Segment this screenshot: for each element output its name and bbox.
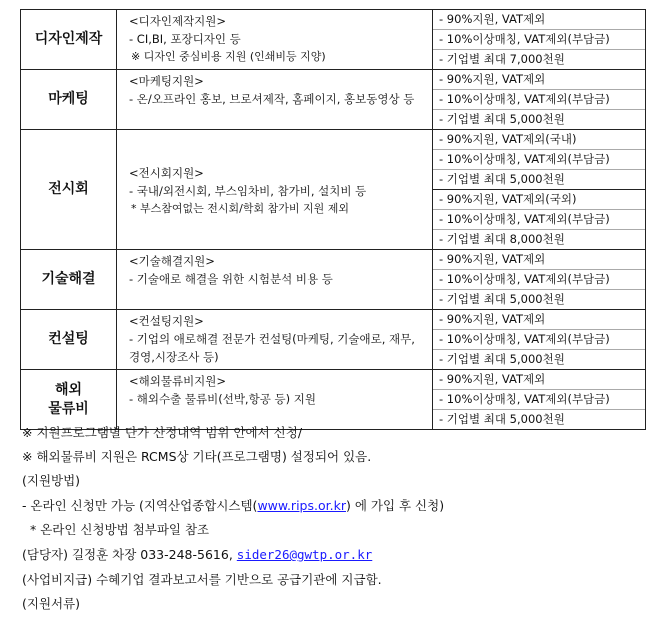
- method-online-line: [22, 496, 444, 516]
- desc-heading: <디자인제작지원>: [129, 14, 227, 28]
- desc-line: - 기업의 애로해결 전문가 컨설팅(마케팅, 기술애로, 재무, 경영,시장조사 등): [129, 332, 415, 364]
- category-line: 물류비: [48, 400, 89, 417]
- support-table: [20, 9, 646, 430]
- condition-line: - 90%지원, VAT제외: [439, 312, 546, 326]
- condition-line: - 기업별 최대 5,000천원: [433, 409, 645, 429]
- payment-line: (사업비지급) 수혜기업 결과보고서를 기반으로 공급기관에 지급함.: [22, 572, 382, 587]
- category-line: 해외: [54, 381, 83, 398]
- category-cell: 컨설팅: [21, 310, 117, 370]
- desc-line: - 온/오프라인 홍보, 브로셔제작, 홈페이지, 홍보동영상 등: [129, 92, 415, 106]
- description-cell: [117, 10, 433, 70]
- table-row-tech: [21, 250, 646, 310]
- table-row-consulting: [21, 310, 646, 370]
- condition-line: - 기업별 최대 5,000천원: [433, 109, 645, 129]
- condition-line: - 90%지원, VAT제외: [439, 252, 546, 266]
- condition-cell: [433, 370, 646, 430]
- condition-line: - 10%이상매칭, VAT제외(부담금): [433, 209, 645, 229]
- condition-line: - 90%지원, VAT제외: [439, 72, 546, 86]
- table-row-logistics: [21, 370, 646, 430]
- rips-link[interactable]: www.rips.or.kr: [257, 498, 346, 513]
- desc-heading: <마케팅지원>: [129, 74, 204, 88]
- category-cell: 디자인제작: [21, 10, 117, 70]
- desc-line: - 국내/외전시회, 부스임차비, 참가비, 설치비 등: [129, 183, 367, 198]
- desc-line: - CI,BI, 포장디자인 등: [129, 32, 241, 46]
- category-cell: 전시회: [21, 130, 117, 250]
- contact-line: [22, 545, 372, 565]
- note-program-range: ※ 지원프로그램별 단가 산정내역 범위 안에서 신청/: [22, 425, 303, 440]
- desc-note: * 부스참여없는 전시회/학회 참가비 지원 제외: [131, 201, 349, 215]
- desc-heading: <기술해결지원>: [129, 254, 215, 268]
- condition-cell: [433, 250, 646, 310]
- desc-heading: <전시회지원>: [129, 165, 204, 180]
- desc-heading: <해외물류비지원>: [129, 374, 227, 388]
- method-text-pre: - 온라인 신청만 가능 (지역산업종합시스템(: [22, 498, 258, 513]
- condition-line: - 10%이상매칭, VAT제외(부담금): [433, 269, 645, 289]
- contact-text: (담당자) 길정훈 차장 033-248-5616,: [22, 547, 233, 562]
- condition-line: - 90%지원, VAT제외: [439, 12, 546, 26]
- condition-cell: [433, 10, 646, 70]
- table-row-exhibition: [21, 130, 646, 250]
- condition-cell: [433, 310, 646, 370]
- description-cell: [117, 70, 433, 130]
- condition-line: - 90%지원, VAT제외: [439, 372, 546, 386]
- category-cell: [21, 370, 117, 430]
- desc-line: - 기술애로 해결을 위한 시험분석 비용 등: [129, 272, 333, 286]
- description-cell: [117, 370, 433, 430]
- condition-line: - 90%지원, VAT제외(국외): [433, 189, 645, 209]
- method-attachment-note: * 온라인 신청방법 첨부파일 참조: [30, 522, 210, 537]
- section-heading-method: (지원방법): [22, 473, 81, 488]
- condition-cell: [433, 70, 646, 130]
- description-cell: [117, 250, 433, 310]
- note-logistics-rcms: ※ 해외물류비 지원은 RCMS상 기타(프로그램명) 설정되어 있음.: [22, 449, 372, 464]
- condition-line: - 10%이상매칭, VAT제외(부담금): [433, 389, 645, 409]
- condition-line: - 10%이상매칭, VAT제외(부담금): [433, 29, 645, 49]
- condition-line: - 기업별 최대 8,000천원: [433, 229, 645, 249]
- table-row-marketing: [21, 70, 646, 130]
- condition-line: - 기업별 최대 5,000천원: [433, 289, 645, 309]
- condition-line: - 기업별 최대 7,000천원: [433, 49, 645, 69]
- category-cell: 기술해결: [21, 250, 117, 310]
- condition-cell: [433, 130, 646, 250]
- condition-line: - 10%이상매칭, VAT제외(부담금): [433, 89, 645, 109]
- condition-line: - 기업별 최대 5,000천원: [433, 169, 645, 189]
- desc-line: - 해외수출 물류비(선박,항공 등) 지원: [129, 392, 316, 406]
- category-cell: 마케팅: [21, 70, 117, 130]
- condition-line: - 10%이상매칭, VAT제외(부담금): [433, 329, 645, 349]
- desc-note: ※ 디자인 중심비용 지원 (인쇄비등 지양): [131, 50, 326, 63]
- condition-line: - 90%지원, VAT제외(국내): [439, 132, 577, 146]
- description-cell: [117, 310, 433, 370]
- method-text-post: ) 에 가입 후 신청): [345, 498, 445, 513]
- condition-line: - 기업별 최대 5,000천원: [433, 349, 645, 369]
- description-cell: [117, 130, 433, 250]
- desc-heading: <컨설팅지원>: [129, 314, 204, 328]
- table-row-design: [21, 10, 646, 70]
- condition-line: - 10%이상매칭, VAT제외(부담금): [433, 149, 645, 169]
- contact-email-link[interactable]: sider26@gwtp.or.kr: [236, 547, 373, 562]
- section-heading-documents: (지원서류): [22, 596, 81, 611]
